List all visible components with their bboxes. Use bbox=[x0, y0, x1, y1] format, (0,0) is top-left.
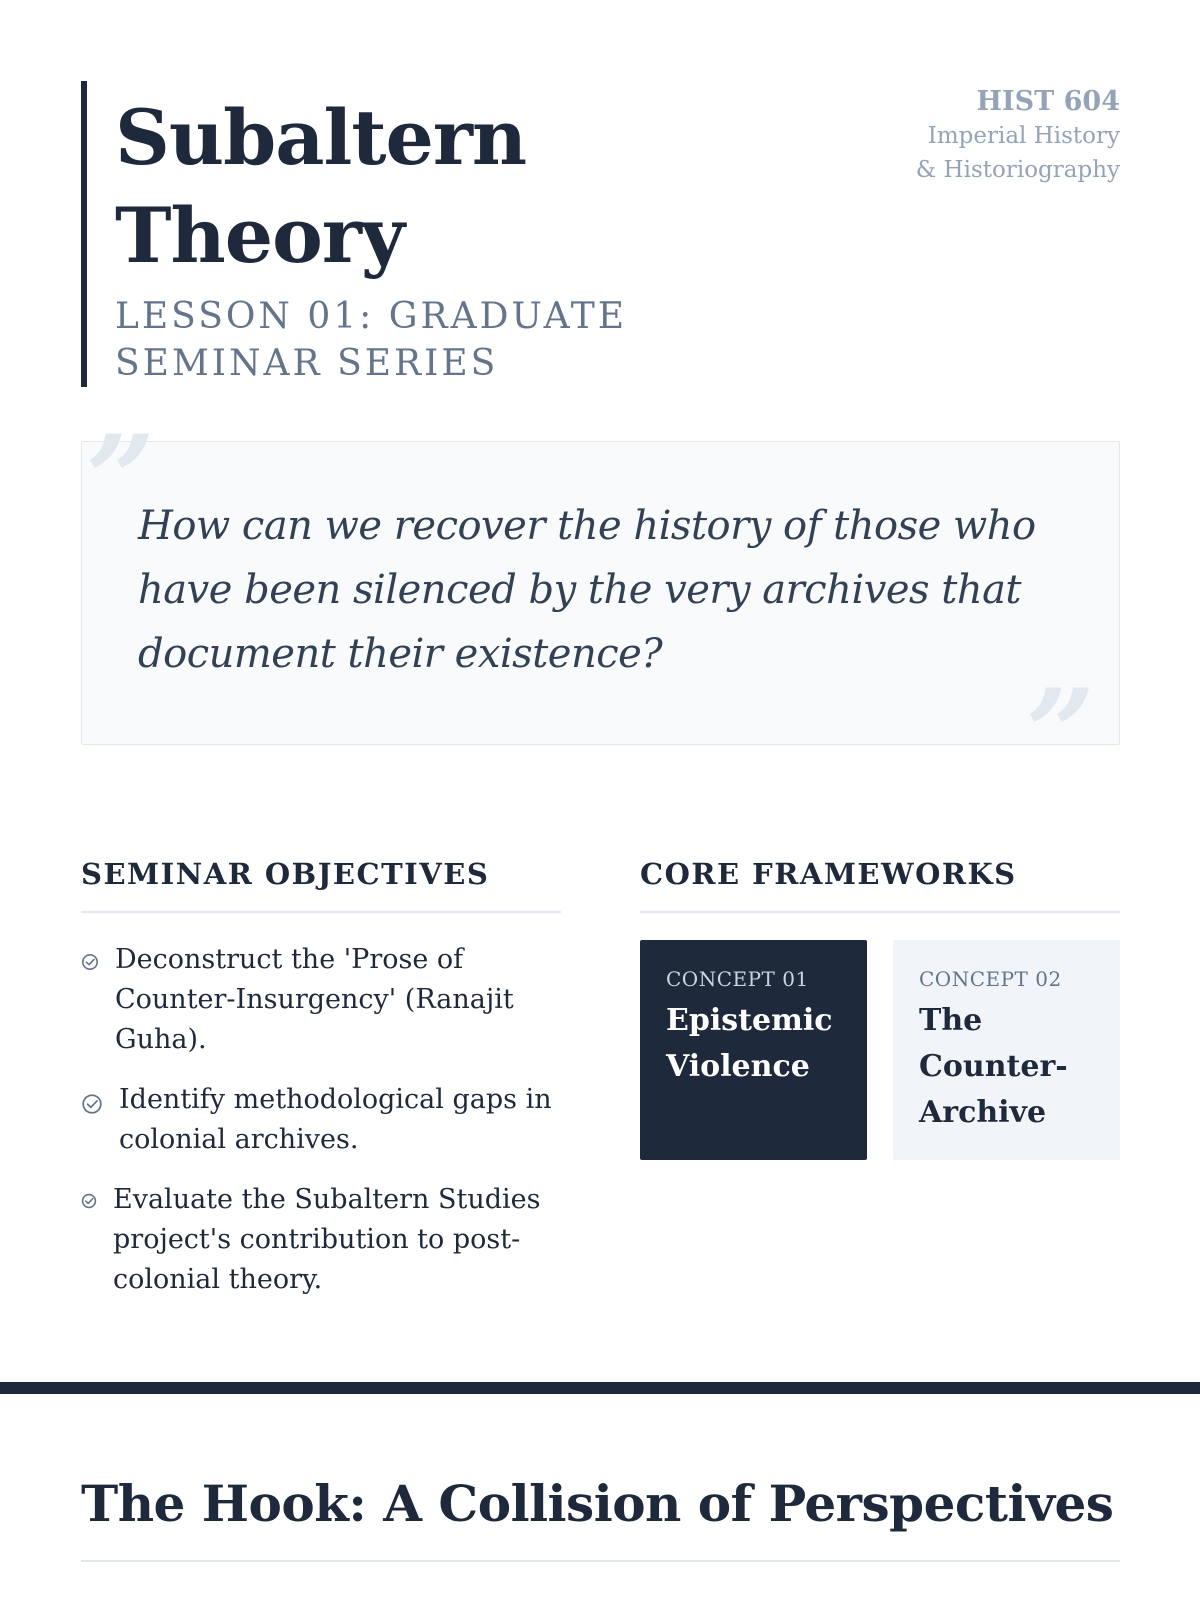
quote-text: How can we recover the history of those who have been silenced by the very archives that document their existence? bbox=[138, 503, 1036, 677]
objectives-divider bbox=[81, 911, 561, 913]
page-title-line1: Subaltern bbox=[115, 93, 527, 182]
course-code: HIST 604 bbox=[976, 86, 1120, 117]
frameworks-divider bbox=[640, 911, 1120, 913]
hook-heading: The Hook: A Collision of Perspectives bbox=[81, 1474, 1114, 1533]
objective-text: Deconstruct the 'Prose of Counter-Insurgency' (Ranajit Guha). bbox=[115, 944, 514, 1055]
objective-text: Identify methodological gaps in colonial archives. bbox=[119, 1084, 552, 1155]
framework-cards bbox=[640, 940, 1120, 1160]
course-info bbox=[900, 85, 1120, 187]
close-quote-icon: ” bbox=[1025, 663, 1095, 804]
list-item bbox=[81, 940, 561, 1060]
course-name: Imperial History & Historiography bbox=[915, 123, 1120, 183]
concept-title: Epistemic Violence bbox=[666, 1003, 833, 1084]
concept-card-counter-archive bbox=[893, 940, 1120, 1160]
concept-title: The Counter-Archive bbox=[919, 1003, 1068, 1130]
check-circle-icon bbox=[81, 1193, 97, 1209]
hook-divider bbox=[81, 1560, 1120, 1562]
open-quote-icon: ” bbox=[86, 409, 156, 550]
concept-label: CONCEPT 02 bbox=[919, 967, 1062, 991]
frameworks-heading: CORE FRAMEWORKS bbox=[640, 857, 1017, 891]
lesson-header bbox=[81, 81, 1120, 387]
check-circle-icon bbox=[81, 953, 99, 971]
objectives-heading: SEMINAR OBJECTIVES bbox=[81, 857, 490, 891]
objectives-list bbox=[81, 940, 561, 1320]
concept-label: CONCEPT 01 bbox=[666, 967, 809, 991]
list-item bbox=[81, 1080, 561, 1160]
title-accent-bar bbox=[81, 81, 87, 387]
section-divider bbox=[0, 1382, 1200, 1394]
page-title bbox=[115, 89, 526, 285]
objective-text: Evaluate the Subaltern Studies project's contribution to post-colonial theory. bbox=[113, 1184, 541, 1295]
page-title-line2: Theory bbox=[115, 191, 405, 280]
check-circle-icon bbox=[81, 1093, 103, 1115]
lesson-subtitle: LESSON 01: GRADUATE SEMINAR SERIES bbox=[115, 296, 627, 384]
concept-card-epistemic-violence bbox=[640, 940, 867, 1160]
guiding-question-quote bbox=[81, 409, 1120, 804]
list-item bbox=[81, 1180, 561, 1300]
